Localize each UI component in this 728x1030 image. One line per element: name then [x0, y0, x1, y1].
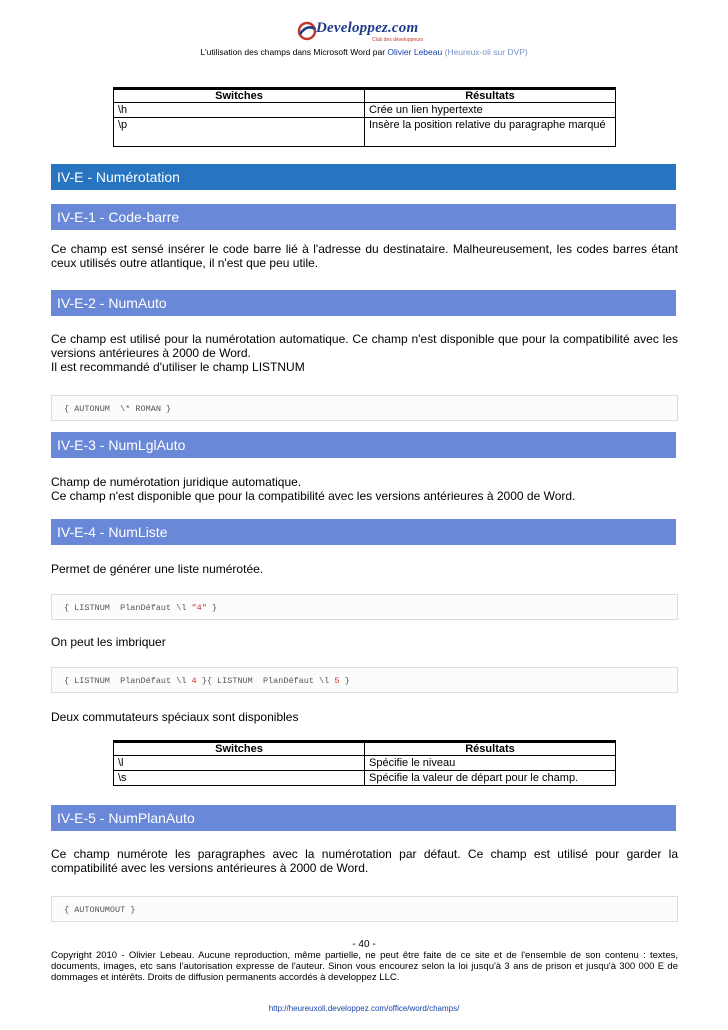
table-row — [114, 756, 616, 771]
author-alias-link[interactable]: (Heureux-oli sur DVP) — [444, 47, 528, 57]
table-header: Résultats — [365, 742, 616, 756]
table-cell: \s — [114, 771, 365, 786]
section-heading-code-barre: IV-E-1 - Code-barre — [51, 204, 676, 230]
footer-url-link[interactable]: http://heureuxoli.developpez.com/office/word/champs/ — [268, 1004, 460, 1013]
logo-tagline: Club des développeurs — [372, 37, 424, 43]
code-text: { LISTNUM PlanDéfaut \l — [64, 603, 192, 613]
code-text: } — [206, 603, 218, 613]
table-header-row — [114, 742, 616, 756]
paragraph-numlglauto-compat: Ce champ n'est disponible que pour la compatibilité avec les versions antérieures à 2000 de Word. — [51, 489, 576, 503]
page-header — [0, 47, 728, 57]
table-row — [114, 771, 616, 786]
code-text: { LISTNUM PlanDéfaut \l — [64, 676, 192, 686]
section-heading-numerotation: IV-E - Numérotation — [51, 164, 676, 190]
table-row — [114, 103, 616, 118]
paragraph-commutateurs: Deux commutateurs spéciaux sont disponibles — [51, 710, 299, 724]
paragraph-imbriquer: On peut les imbriquer — [51, 635, 166, 649]
logo-text: Developpez.com — [316, 20, 419, 36]
section-heading-numauto: IV-E-2 - NumAuto — [51, 290, 676, 316]
site-logo[interactable] — [296, 18, 436, 48]
table-header: Résultats — [365, 89, 616, 103]
code-value: 5 — [334, 676, 340, 686]
code-value: 4 — [191, 676, 197, 686]
code-value: "4" — [191, 603, 207, 613]
table-header: Switches — [114, 742, 365, 756]
copyright-notice: Copyright 2010 - Olivier Lebeau. Aucune reproduction, même partielle, ne peut être faite de ce site et de l'ensemble de son contenu : textes, documents, images, etc sans l'autorisation expresse de l'auteur. Sinon vous encourez selon la loi jusqu'à 3 ans de prison et jusqu'à 300 000 E de dommages et intérêts. Droits de diffusion permanents accordés à developpez LLC. — [51, 950, 678, 983]
table-cell: \h — [114, 103, 365, 118]
table-cell: Spécifie le niveau — [365, 756, 616, 771]
table-cell: Spécifie la valeur de départ pour le champ. — [365, 771, 616, 786]
switches-table-2 — [113, 740, 616, 786]
author-link[interactable]: Olivier Lebeau — [387, 47, 443, 57]
table-cell: \p — [114, 118, 365, 147]
section-heading-numliste: IV-E-4 - NumListe — [51, 519, 676, 545]
section-heading-numplanauto: IV-E-5 - NumPlanAuto — [51, 805, 676, 831]
code-block-listnum — [51, 594, 678, 620]
paragraph-numplanauto: Ce champ numérote les paragraphes avec la numérotation par défaut. Ce champ est utilisé pour garder la compatibilité avec les versions antérieures à 2000 de Word. — [51, 847, 678, 875]
paragraph-code-barre: Ce champ est sensé insérer le code barre lié à l'adresse du destinataire. Malheureusement, les codes barres étant ceux utilisés outre atlantique, il n'est que peu utile. — [51, 242, 678, 270]
page-number: - 40 - — [352, 939, 376, 950]
table-cell: \l — [114, 756, 365, 771]
switches-table-1 — [113, 87, 616, 147]
paragraph-numauto: Ce champ est utilisé pour la numérotation automatique. Ce champ n'est disponible que pour la compatibilité avec les versions antérieures à 2000 de Word. — [51, 332, 678, 360]
paragraph-numauto-recommendation: Il est recommandé d'utiliser le champ LISTNUM — [51, 360, 305, 374]
paragraph-numliste: Permet de générer une liste numérotée. — [51, 562, 264, 576]
header-title: L'utilisation des champs dans Microsoft Word par — [200, 47, 386, 57]
paragraph-numlglauto: Champ de numérotation juridique automatique. — [51, 475, 302, 489]
table-cell: Insère la position relative du paragraphe marqué — [365, 118, 616, 147]
table-row — [114, 118, 616, 147]
code-block-autonumout: { AUTONUMOUT } — [51, 896, 678, 922]
code-text: }{ LISTNUM PlanDéfaut \l — [196, 676, 335, 686]
table-cell: Crée un lien hypertexte — [365, 103, 616, 118]
table-header-row — [114, 89, 616, 103]
code-block-listnum-nested — [51, 667, 678, 693]
section-heading-numlglauto: IV-E-3 - NumLglAuto — [51, 432, 676, 458]
code-block-autonum: { AUTONUM \* ROMAN } — [51, 395, 678, 421]
table-header: Switches — [114, 89, 365, 103]
code-text: } — [339, 676, 350, 686]
logo-swirl-icon — [296, 20, 318, 42]
